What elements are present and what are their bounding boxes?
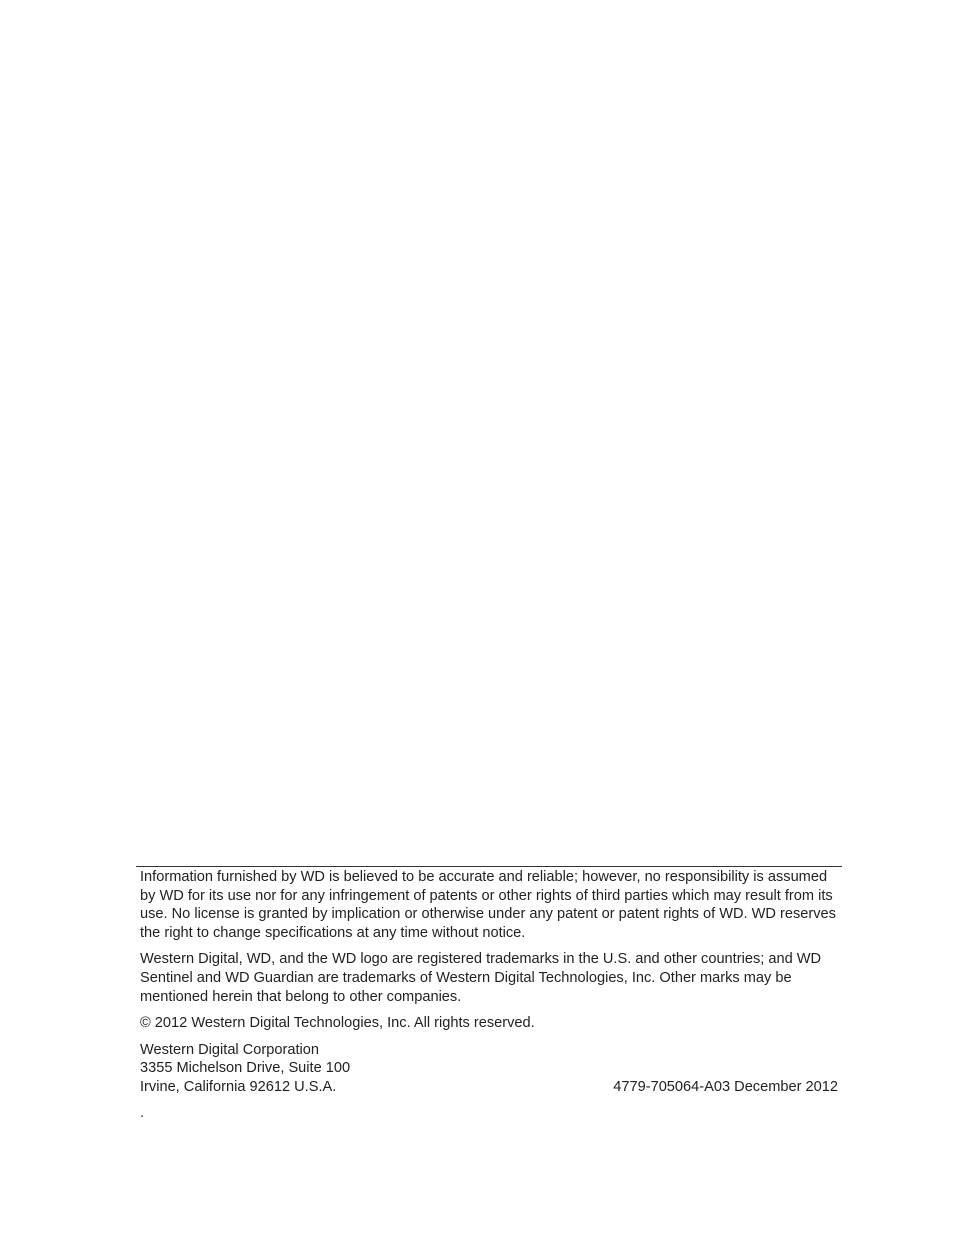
company-name: Western Digital Corporation xyxy=(140,1041,319,1058)
disclaimer-paragraph: Information furnished by WD is believed to be accurate and reliable; however, no responsibility is assumed by WD for its use nor for any infringement of patents or other rights of third parties which may result from its use. No license is granted by implication or otherwise under any patent or patent rights of WD. WD reserves the right to change specifications at any time without notice. xyxy=(140,869,836,941)
street-address: 3355 Michelson Drive, Suite 100 xyxy=(140,1060,351,1077)
trademark-paragraph: Western Digital, WD, and the WD logo are registered trademarks in the U.S. and other countries; and WD Sentinel and WD Guardian are trademarks of Western Digital Technologies, Inc. Other marks may be mentioned herein that belong to other companies. xyxy=(140,951,822,1005)
document-number: 4779-705064-A03 December 2012 xyxy=(613,1078,838,1095)
legal-notice-block xyxy=(140,868,840,1097)
copyright-line: © 2012 Western Digital Technologies, Inc. All rights reserved. xyxy=(140,1015,535,1032)
city-address: Irvine, California 92612 U.S.A. xyxy=(140,1078,337,1095)
address-block xyxy=(140,1041,840,1097)
horizontal-divider xyxy=(136,866,842,867)
trailing-mark: . xyxy=(140,1105,145,1121)
